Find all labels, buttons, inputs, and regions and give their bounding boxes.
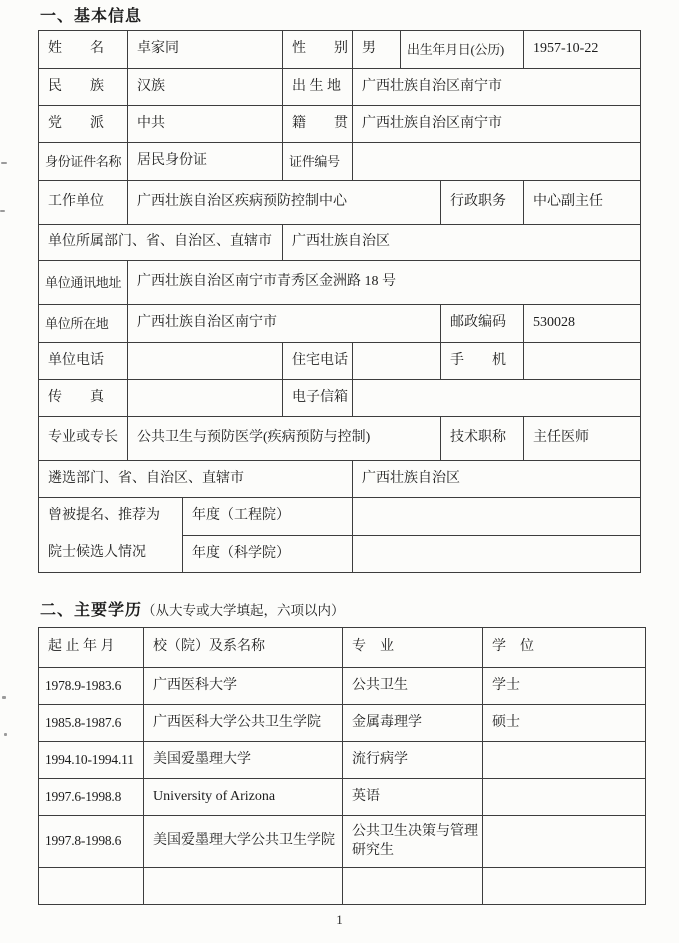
party-label: 党 派: [39, 106, 128, 143]
period-value: [39, 868, 144, 905]
fax-value: [128, 380, 283, 417]
unit-address-label: 单位通讯地址: [39, 261, 128, 305]
table-row: [39, 261, 641, 305]
col-header-school: 校（院）及系名称: [144, 628, 343, 668]
scan-artifact: [1, 162, 7, 164]
education-header-row: [39, 628, 646, 668]
school-value: [144, 868, 343, 905]
specialty-value: 公共卫生与预防医学(疾病预防与控制): [128, 417, 441, 461]
period-value: 1997.8-1998.6: [39, 816, 144, 868]
unit-address-value: 广西壮族自治区南宁市青秀区金洲路 18 号: [128, 261, 641, 305]
native-place-label: 籍 贯: [283, 106, 353, 143]
unit-department-label: 单位所属部门、省、自治区、直辖市: [39, 225, 283, 261]
table-row: [39, 461, 641, 498]
id-number-value: [353, 143, 641, 181]
ethnicity-value: 汉族: [128, 69, 283, 106]
col-header-major: 专 业: [343, 628, 483, 668]
section2-title: [40, 601, 679, 620]
section2-title-text: 二、主要学历: [40, 602, 143, 619]
year-engineering-value: [353, 498, 641, 536]
table-row: [39, 380, 641, 417]
table-row: [39, 106, 641, 143]
unit-department-value: 广西壮族自治区: [283, 225, 641, 261]
tech-title-value: 主任医师: [524, 417, 641, 461]
specialty-label: 专业或专长: [39, 417, 128, 461]
nominated-label-line2: 院士候选人情况: [48, 544, 146, 560]
education-row: [39, 816, 646, 868]
party-value: 中共: [128, 106, 283, 143]
degree-value: 硕士: [483, 705, 646, 742]
email-value: [353, 380, 641, 417]
dob-label: 出生年月日(公历): [401, 31, 524, 69]
nominated-label-line1: 曾被提名、推荐为: [48, 508, 160, 524]
selection-dept-value: 广西壮族自治区: [353, 461, 641, 498]
education-row: [39, 705, 646, 742]
school-value: 广西医科大学: [144, 668, 343, 705]
table-row: [39, 498, 641, 536]
name-value: 卓家同: [128, 31, 283, 69]
scan-artifact: [4, 733, 7, 736]
period-value: 1997.6-1998.8: [39, 779, 144, 816]
period-value: 1994.10-1994.11: [39, 742, 144, 779]
section2-title-note: （从大专或大学填起，六项以内）: [142, 603, 345, 618]
mobile-label: 手 机: [441, 343, 524, 380]
table-row: [39, 305, 641, 343]
table-row: [39, 417, 641, 461]
dob-value: 1957-10-22: [524, 31, 641, 69]
selection-dept-label: 遴选部门、省、自治区、直辖市: [39, 461, 353, 498]
degree-value: [483, 742, 646, 779]
major-value: [343, 868, 483, 905]
name-label: 姓 名: [39, 31, 128, 69]
unit-location-value: 广西壮族自治区南宁市: [128, 305, 441, 343]
admin-post-value: 中心副主任: [524, 181, 641, 225]
degree-value: [483, 868, 646, 905]
scan-artifact: [2, 696, 6, 699]
email-label: 电子信箱: [283, 380, 353, 417]
education-row: [39, 779, 646, 816]
education-row: [39, 668, 646, 705]
education-row: [39, 742, 646, 779]
year-science-label: 年度（科学院）: [183, 536, 353, 573]
year-science-value: [353, 536, 641, 573]
period-value: 1978.9-1983.6: [39, 668, 144, 705]
table-row: [39, 225, 641, 261]
year-engineering-label: 年度（工程院）: [183, 498, 353, 536]
degree-value: [483, 816, 646, 868]
table-row: [39, 31, 641, 69]
major-value: 公共卫生决策与管理研究生: [343, 816, 483, 868]
birthplace-value: 广西壮族自治区南宁市: [353, 69, 641, 106]
employer-label: 工作单位: [39, 181, 128, 225]
degree-value: 学士: [483, 668, 646, 705]
tech-title-label: 技术职称: [441, 417, 524, 461]
basic-info-table: [38, 30, 641, 573]
employer-value: 广西壮族自治区疾病预防控制中心: [128, 181, 441, 225]
ethnicity-label: 民 族: [39, 69, 128, 106]
id-type-label: 身份证件名称: [39, 143, 128, 181]
school-value: University of Arizona: [144, 779, 343, 816]
admin-post-label: 行政职务: [441, 181, 524, 225]
education-row: [39, 868, 646, 905]
education-table: [38, 627, 646, 905]
school-value: 美国爱墨理大学: [144, 742, 343, 779]
col-header-degree: 学 位: [483, 628, 646, 668]
major-value: 流行病学: [343, 742, 483, 779]
school-value: 美国爱墨理大学公共卫生学院: [144, 816, 343, 868]
major-value: 英语: [343, 779, 483, 816]
home-phone-value: [353, 343, 441, 380]
office-phone-value: [128, 343, 283, 380]
table-row: [39, 343, 641, 380]
mobile-value: [524, 343, 641, 380]
gender-value: 男: [353, 31, 401, 69]
table-row: [39, 143, 641, 181]
native-place-value: 广西壮族自治区南宁市: [353, 106, 641, 143]
fax-label: 传 真: [39, 380, 128, 417]
major-value: 金属毒理学: [343, 705, 483, 742]
major-value: 公共卫生: [343, 668, 483, 705]
school-value: 广西医科大学公共卫生学院: [144, 705, 343, 742]
table-row: [39, 69, 641, 106]
nominated-label: [39, 498, 183, 573]
scan-artifact: [0, 210, 5, 212]
unit-location-label: 单位所在地: [39, 305, 128, 343]
postcode-value: 530028: [524, 305, 641, 343]
degree-value: [483, 779, 646, 816]
id-number-label: 证件编号: [283, 143, 353, 181]
period-value: 1985.8-1987.6: [39, 705, 144, 742]
postcode-label: 邮政编码: [441, 305, 524, 343]
page-number: 1: [336, 912, 343, 927]
home-phone-label: 住宅电话: [283, 343, 353, 380]
gender-label: 性 别: [283, 31, 353, 69]
table-row: [39, 181, 641, 225]
office-phone-label: 单位电话: [39, 343, 128, 380]
section1-title: 一、基本信息: [40, 8, 143, 25]
col-header-period: 起 止 年 月: [39, 628, 144, 668]
id-type-value: 居民身份证: [128, 143, 283, 181]
birthplace-label: 出 生 地: [283, 69, 353, 106]
